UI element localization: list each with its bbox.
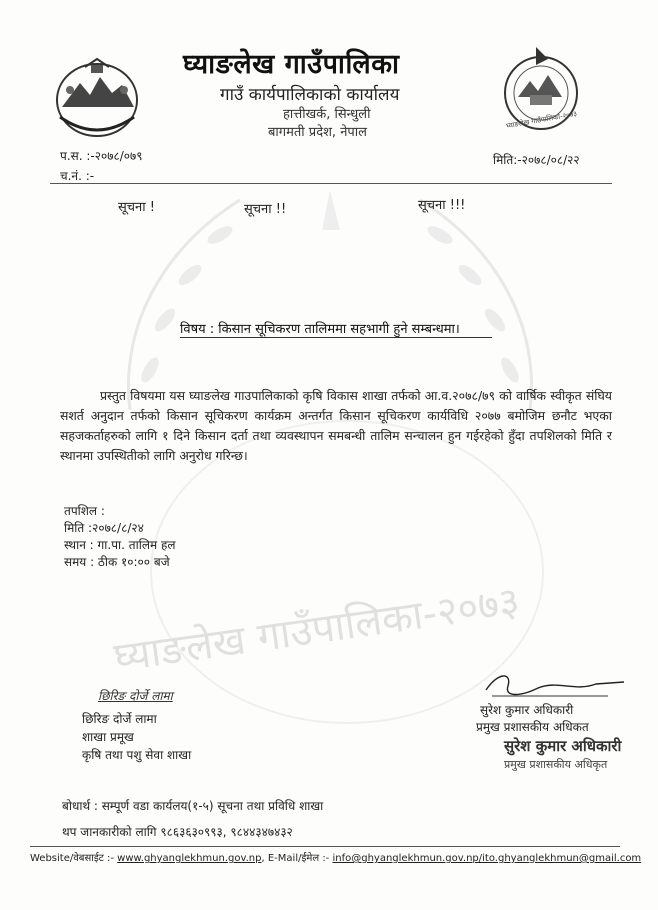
address-line-2: बागमती प्रदेश, नेपाल [268,125,367,140]
address-line-1: हात्तीखर्क, सिन्धुली [283,107,371,122]
officer-stamp-post: प्रमुख प्रशासकीय अधिकृत [504,758,608,771]
notice-1: सूचना ! [118,200,155,215]
left-signatory-post: शाखा प्रमूख [82,730,134,744]
left-signature: छिरिङ दोर्जे लामा [98,689,173,703]
body-paragraph [60,386,612,466]
cc-line: बोधार्थ : सम्पूर्ण वडा कार्यलय(१-५) सूचना तथा प्रविधि शाखा [62,799,324,813]
footer-divider [30,846,620,847]
details-date: मिति :२०७८/८/२४ [64,521,144,535]
right-signatory-name: सुरेश कुमार अधिकारी [480,703,574,717]
right-signature-icon [478,668,628,704]
letter-date: मिति:-२०७८/०८/२२ [493,153,580,167]
municipality-title: घ्याङलेख गाउँपालिका [183,49,400,80]
notice-2: सूचना !! [244,202,287,217]
watermark-wreath-icon [90,170,570,420]
subject-underline [180,337,492,338]
nepal-emblem-icon [50,55,145,140]
body-text: प्रस्तुत विषयमा यस घ्याङलेख गाउपालिकाको कृषि विकास शाखा तर्फको आ.व.२०७८/७९ को वार्षिक स्वीकृत संघिय सशर्त अनुदान तर्फको किसान सूचिकरण कार्यक्रम अन्तर्गत किसान सूचिकरण कार्यविधि २०७७ बमोजिम छनौट भएका सहजकर्ताहरुको लागि १ दिने किसान दर्ता तथा व्यवस्थापन समबन्धी तालिम सन्चालन हुन गईरहेको हुँदा तपशिलको मिति र स्थानमा उपस्थितीको लागि अनुरोध गरिन्छ। [60,388,612,463]
right-signatory-post: प्रमुख प्रशासकीय अधिकत [476,720,589,734]
left-signatory-section: कृषि तथा पशु सेवा शाखा [82,748,192,762]
website-label: Website/वेबसाईट :- [30,853,114,864]
website-link[interactable]: www.ghyanglekhmun.gov.np [117,853,262,864]
details-place: स्थान : गा.पा. तालिम हल [64,538,176,552]
logo-caption: घ्याङलेख गाउँपालिका-२०७३ [505,109,578,131]
email-link[interactable]: info@ghyanglekhmun.gov.np/ito.ghyanglekhmun@gmail.com [332,853,642,864]
header-divider [50,183,612,184]
email-label: , E-Mail/ईमेल :- [261,853,330,864]
dispatch-number: च.नं. :- [60,169,95,183]
notice-3: सूचना !!! [418,198,466,213]
footer-contacts [30,850,641,864]
reference-number: प.स. :-२०७८/०७९ [60,149,143,163]
details-heading: तपशिल : [64,504,105,518]
contact-line: थप जानकारीको लागि ९८६३६३०९९३, ९८४४३४७४३२ [62,825,293,839]
left-signatory-name: छिरिङ दोर्जे लामा [82,712,157,726]
officer-stamp-name: सुरेश कुमार अधिकारी [504,737,622,755]
details-time: समय : ठीक १०:०० बजे [64,555,170,569]
office-name: गाउँ कार्यपालिकाको कार्यालय [220,85,400,105]
subject-line: विषय : किसान सूचिकरण तालिममा सहभागी हुने सम्बन्धमा। [180,322,460,337]
watermark-text: घ्याङलेख गाउँपालिका-२०७३ [111,578,523,682]
